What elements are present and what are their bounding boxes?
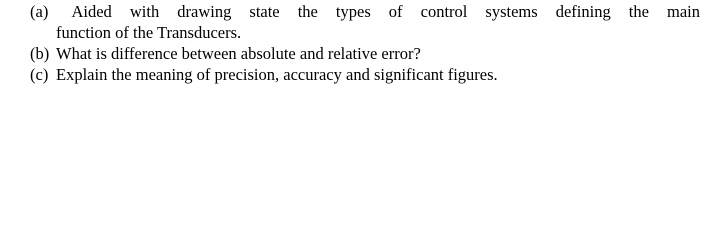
question-a-line-1 xyxy=(30,1,700,22)
question-a xyxy=(30,1,700,43)
question-b xyxy=(30,43,700,64)
question-b-text: What is difference between absolute and relative error? xyxy=(56,44,421,63)
question-list xyxy=(0,0,710,88)
question-c xyxy=(30,64,700,85)
question-c-text: Explain the meaning of precision, accuracy and significant figures. xyxy=(56,65,498,84)
question-a-text-line-2: function of the Transducers. xyxy=(56,23,242,42)
question-a-marker: (a) xyxy=(30,2,49,21)
question-b-marker: (b) xyxy=(30,44,50,63)
question-c-marker: (c) xyxy=(30,65,49,84)
question-a-text-line-1: Aided with drawing state the types of control systems defining the main xyxy=(71,2,700,21)
